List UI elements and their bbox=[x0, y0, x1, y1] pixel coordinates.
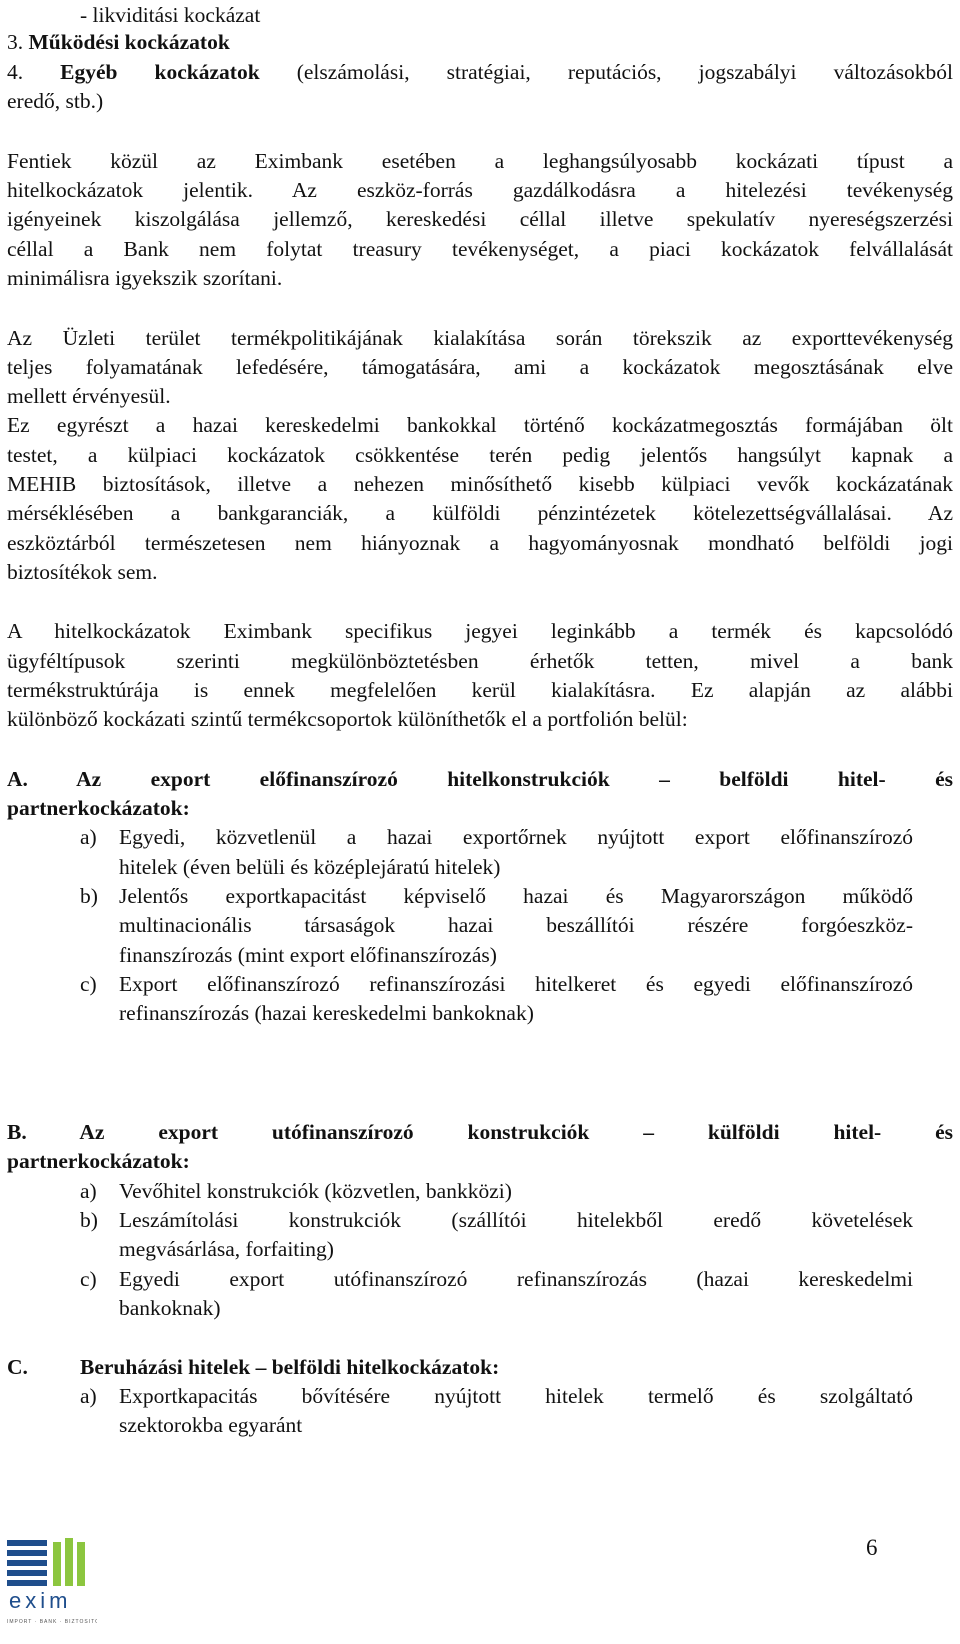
text-line: Ez egyrészt a hazai kereskedelmi bankokkal történő kockázatmegosztás formájában ölt bbox=[7, 413, 953, 437]
section-heading: A. Az export előfinanszírozó hitelkonstrukciók – belföldi hitel- és bbox=[7, 767, 953, 791]
text-line: teljes folyamatának lefedésére, támogatására, ami a kockázatok megosztásának elve bbox=[7, 355, 953, 379]
list-item-number: 4. bbox=[7, 60, 24, 84]
list-item-liquidity: - likviditási kockázat bbox=[80, 3, 261, 27]
text-line: minimálisra igyekszik szorítani. bbox=[7, 266, 283, 290]
text-line: különböző kockázati szintű termékcsoportok különíthetők el a portfolión belül: bbox=[7, 707, 688, 731]
text-line: ügyféltípusok szerinti megkülönböztetésben érhetők tetten, mivel a bank bbox=[7, 649, 953, 673]
text-line: MEHIB biztosítások, illetve a nehezen minősíthető kisebb külpiaci vevők kockázatának bbox=[7, 472, 953, 496]
text-line: igényeinek kiszolgálása jellemző, kereskedési céllal illetve spekulatív nyereségszerzési bbox=[7, 207, 953, 231]
text-line: hitelkockázatok jelentik. Az eszköz-forrás gazdálkodásra a hitelezési tevékenység bbox=[7, 178, 953, 202]
text-line: mellett érvényesül. bbox=[7, 384, 171, 408]
list-item-title: Egyéb kockázatok bbox=[60, 60, 260, 84]
section-heading-cont: partnerkockázatok: bbox=[7, 796, 190, 820]
item-text: refinanszírozás (hazai kereskedelmi bankoknak) bbox=[119, 1001, 534, 1025]
list-item-text: (elszámolási, stratégiai, reputációs, jogszabályi változásokból bbox=[296, 60, 953, 84]
text-line: termékstruktúrája is ennek megfelelően kerül kialakításra. Ez alapján az alábbi bbox=[7, 678, 953, 702]
item-label: c) bbox=[80, 1267, 97, 1291]
section-heading: B. Az export utófinanszírozó konstrukciók – külföldi hitel- és bbox=[7, 1120, 953, 1144]
text-line: Az Üzleti terület termékpolitikájának kialakítása során törekszik az exporttevékenység bbox=[7, 326, 953, 350]
list-item-4-line2: eredő, stb.) bbox=[7, 89, 104, 113]
item-text: szektorokba egyaránt bbox=[119, 1413, 303, 1437]
svg-text:IMPORT · BANK · BIZTOSITO: IMPORT · BANK · BIZTOSITO bbox=[7, 1619, 97, 1625]
list-item-number: 3. bbox=[7, 30, 24, 54]
item-text: finanszírozás (mint export előfinanszírozás) bbox=[119, 943, 497, 967]
item-text: Exportkapacitás bővítésére nyújtott hitelek termelő és szolgáltató bbox=[119, 1384, 913, 1408]
item-label: c) bbox=[80, 972, 97, 996]
text-line: testet, a külpiaci kockázatok csökkentése terén pedig jelentős hangsúlyt kapnak a bbox=[7, 443, 953, 467]
text-line: mérséklésében a bankgaranciák, a külföldi pénzintézetek kötelezettségvállalásai. Az bbox=[7, 501, 953, 525]
page-number: 6 bbox=[866, 1535, 878, 1560]
list-item-4 bbox=[7, 57, 953, 87]
text-line: eszköztárból természetesen nem hiányoznak a hagyományosnak mondható belföldi jogi bbox=[7, 531, 953, 555]
text-line: biztosítékok sem. bbox=[7, 560, 158, 584]
item-label: b) bbox=[80, 884, 98, 908]
item-text: Export előfinanszírozó refinanszírozási hitelkeret és egyedi előfinanszírozó bbox=[119, 972, 913, 996]
item-text: bankoknak) bbox=[119, 1296, 221, 1320]
item-text: Egyedi export utófinanszírozó refinanszírozás (hazai kereskedelmi bbox=[119, 1267, 913, 1291]
section-heading-cont: partnerkockázatok: bbox=[7, 1149, 190, 1173]
item-label: b) bbox=[80, 1208, 98, 1232]
item-text: Egyedi, közvetlenül a hazai exportőrnek nyújtott export előfinanszírozó bbox=[119, 825, 913, 849]
item-text: Leszámítolási konstrukciók (szállítói hitelekből eredő követelések bbox=[119, 1208, 913, 1232]
item-text: megvásárlása, forfaiting) bbox=[119, 1237, 334, 1261]
item-label: a) bbox=[80, 1179, 97, 1203]
text-line: céllal a Bank nem folytat treasury tevékenységet, a piaci kockázatok felvállalását bbox=[7, 237, 953, 261]
item-label: a) bbox=[80, 825, 97, 849]
section-letter: C. bbox=[7, 1355, 28, 1379]
item-text: hitelek (éven belüli és középlejáratú hitelek) bbox=[119, 855, 501, 879]
text-line: Fentiek közül az Eximbank esetében a leghangsúlyosabb kockázati típust a bbox=[7, 149, 953, 173]
section-heading: Beruházási hitelek – belföldi hitelkockázatok: bbox=[80, 1355, 500, 1379]
item-text: Jelentős exportkapacitást képviselő hazai és Magyarországon működő bbox=[119, 884, 913, 908]
svg-text:exim: exim bbox=[9, 1588, 72, 1613]
exim-logo bbox=[7, 1538, 97, 1638]
list-item-3 bbox=[7, 27, 230, 57]
text-line: A hitelkockázatok Eximbank specifikus jegyei leginkább a termék és kapcsolódó bbox=[7, 619, 953, 643]
item-text: Vevőhitel konstrukciók (közvetlen, bankközi) bbox=[119, 1179, 512, 1203]
list-item-title: Működési kockázatok bbox=[28, 30, 230, 54]
exim-logo-icon bbox=[7, 1538, 97, 1638]
item-label: a) bbox=[80, 1384, 97, 1408]
item-text: multinacionális társaságok hazai beszállítói részére forgóeszköz- bbox=[119, 913, 913, 937]
